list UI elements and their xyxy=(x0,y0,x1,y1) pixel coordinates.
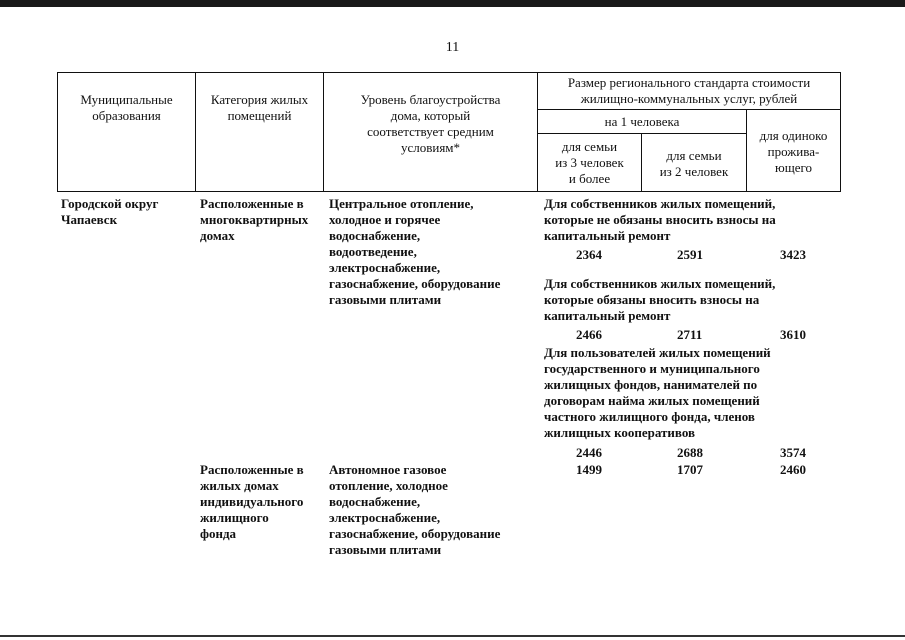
subheader-line xyxy=(537,109,841,110)
row1-group2-single: 3610 xyxy=(780,327,806,342)
table-top-line xyxy=(57,72,841,73)
row1-group1-single: 3423 xyxy=(780,247,806,262)
row2-category: Расположенные в жилых домах индивидуального жилищного фонда xyxy=(200,462,304,541)
col-line-2 xyxy=(195,72,196,192)
row1-municipality: Городской округ Чапаевск xyxy=(61,196,159,227)
row2-level: Автономное газовое отопление, холодное водоснабжение, электроснабжение, газоснабжение, оборудование газовыми плитами xyxy=(329,462,501,557)
row1-group3-single: 3574 xyxy=(780,445,806,460)
header-level: Уровень благоустройства дома, который соответствует средним условиям* xyxy=(360,92,501,155)
row1-group3-family2: 2688 xyxy=(677,445,703,460)
header-standard: Размер регионального стандарта стоимости жилищно-коммунальных услуг, рублей xyxy=(567,75,811,106)
row1-group2-text: Для собственников жилых помещений, которые обязаны вносить взносы на капитальный ремонт xyxy=(544,276,776,323)
header-category: Категория жилых помещений xyxy=(210,92,309,123)
col-line-7 xyxy=(840,72,841,192)
header-family2: для семьи из 2 человек xyxy=(659,148,729,179)
page-number: 11 xyxy=(445,40,460,55)
header-bottom-line xyxy=(57,191,841,192)
header-single: для одиноко прожива- ющего xyxy=(759,128,828,175)
row1-group1-family2: 2591 xyxy=(677,247,703,262)
header-family3: для семьи из 3 человек и более xyxy=(555,139,624,186)
row1-group3-family3: 2446 xyxy=(576,445,602,460)
bottom-border xyxy=(0,635,905,637)
top-border xyxy=(0,0,905,7)
row1-level: Центральное отопление, холодное и горячее водоснабжение, водоотведение, электроснабжение, газоснабжение, оборудование газовыми плитами xyxy=(329,196,501,307)
row2-family2: 1707 xyxy=(677,462,703,477)
row1-group2-family2: 2711 xyxy=(677,327,703,342)
row1-category: Расположенные в многоквартирных домах xyxy=(200,196,309,243)
row1-group3-text: Для пользователей жилых помещений государственного и муниципального жилищных фондов, нанимателей по договорам найма жилых помещений частного жилищного фонда, членов жилищных кооперативов xyxy=(544,345,771,440)
header-per-person: на 1 человека xyxy=(604,114,680,129)
col-line-1 xyxy=(57,72,58,192)
row1-group1-family3: 2364 xyxy=(576,247,602,262)
row2-single: 2460 xyxy=(780,462,806,477)
row1-group2-family3: 2466 xyxy=(576,327,602,342)
row2-family3: 1499 xyxy=(576,462,602,477)
header-municipal: Муниципальные образования xyxy=(80,92,173,123)
row1-group1-text: Для собственников жилых помещений, которые не обязаны вносить взносы на капитальный ремонт xyxy=(544,196,776,243)
